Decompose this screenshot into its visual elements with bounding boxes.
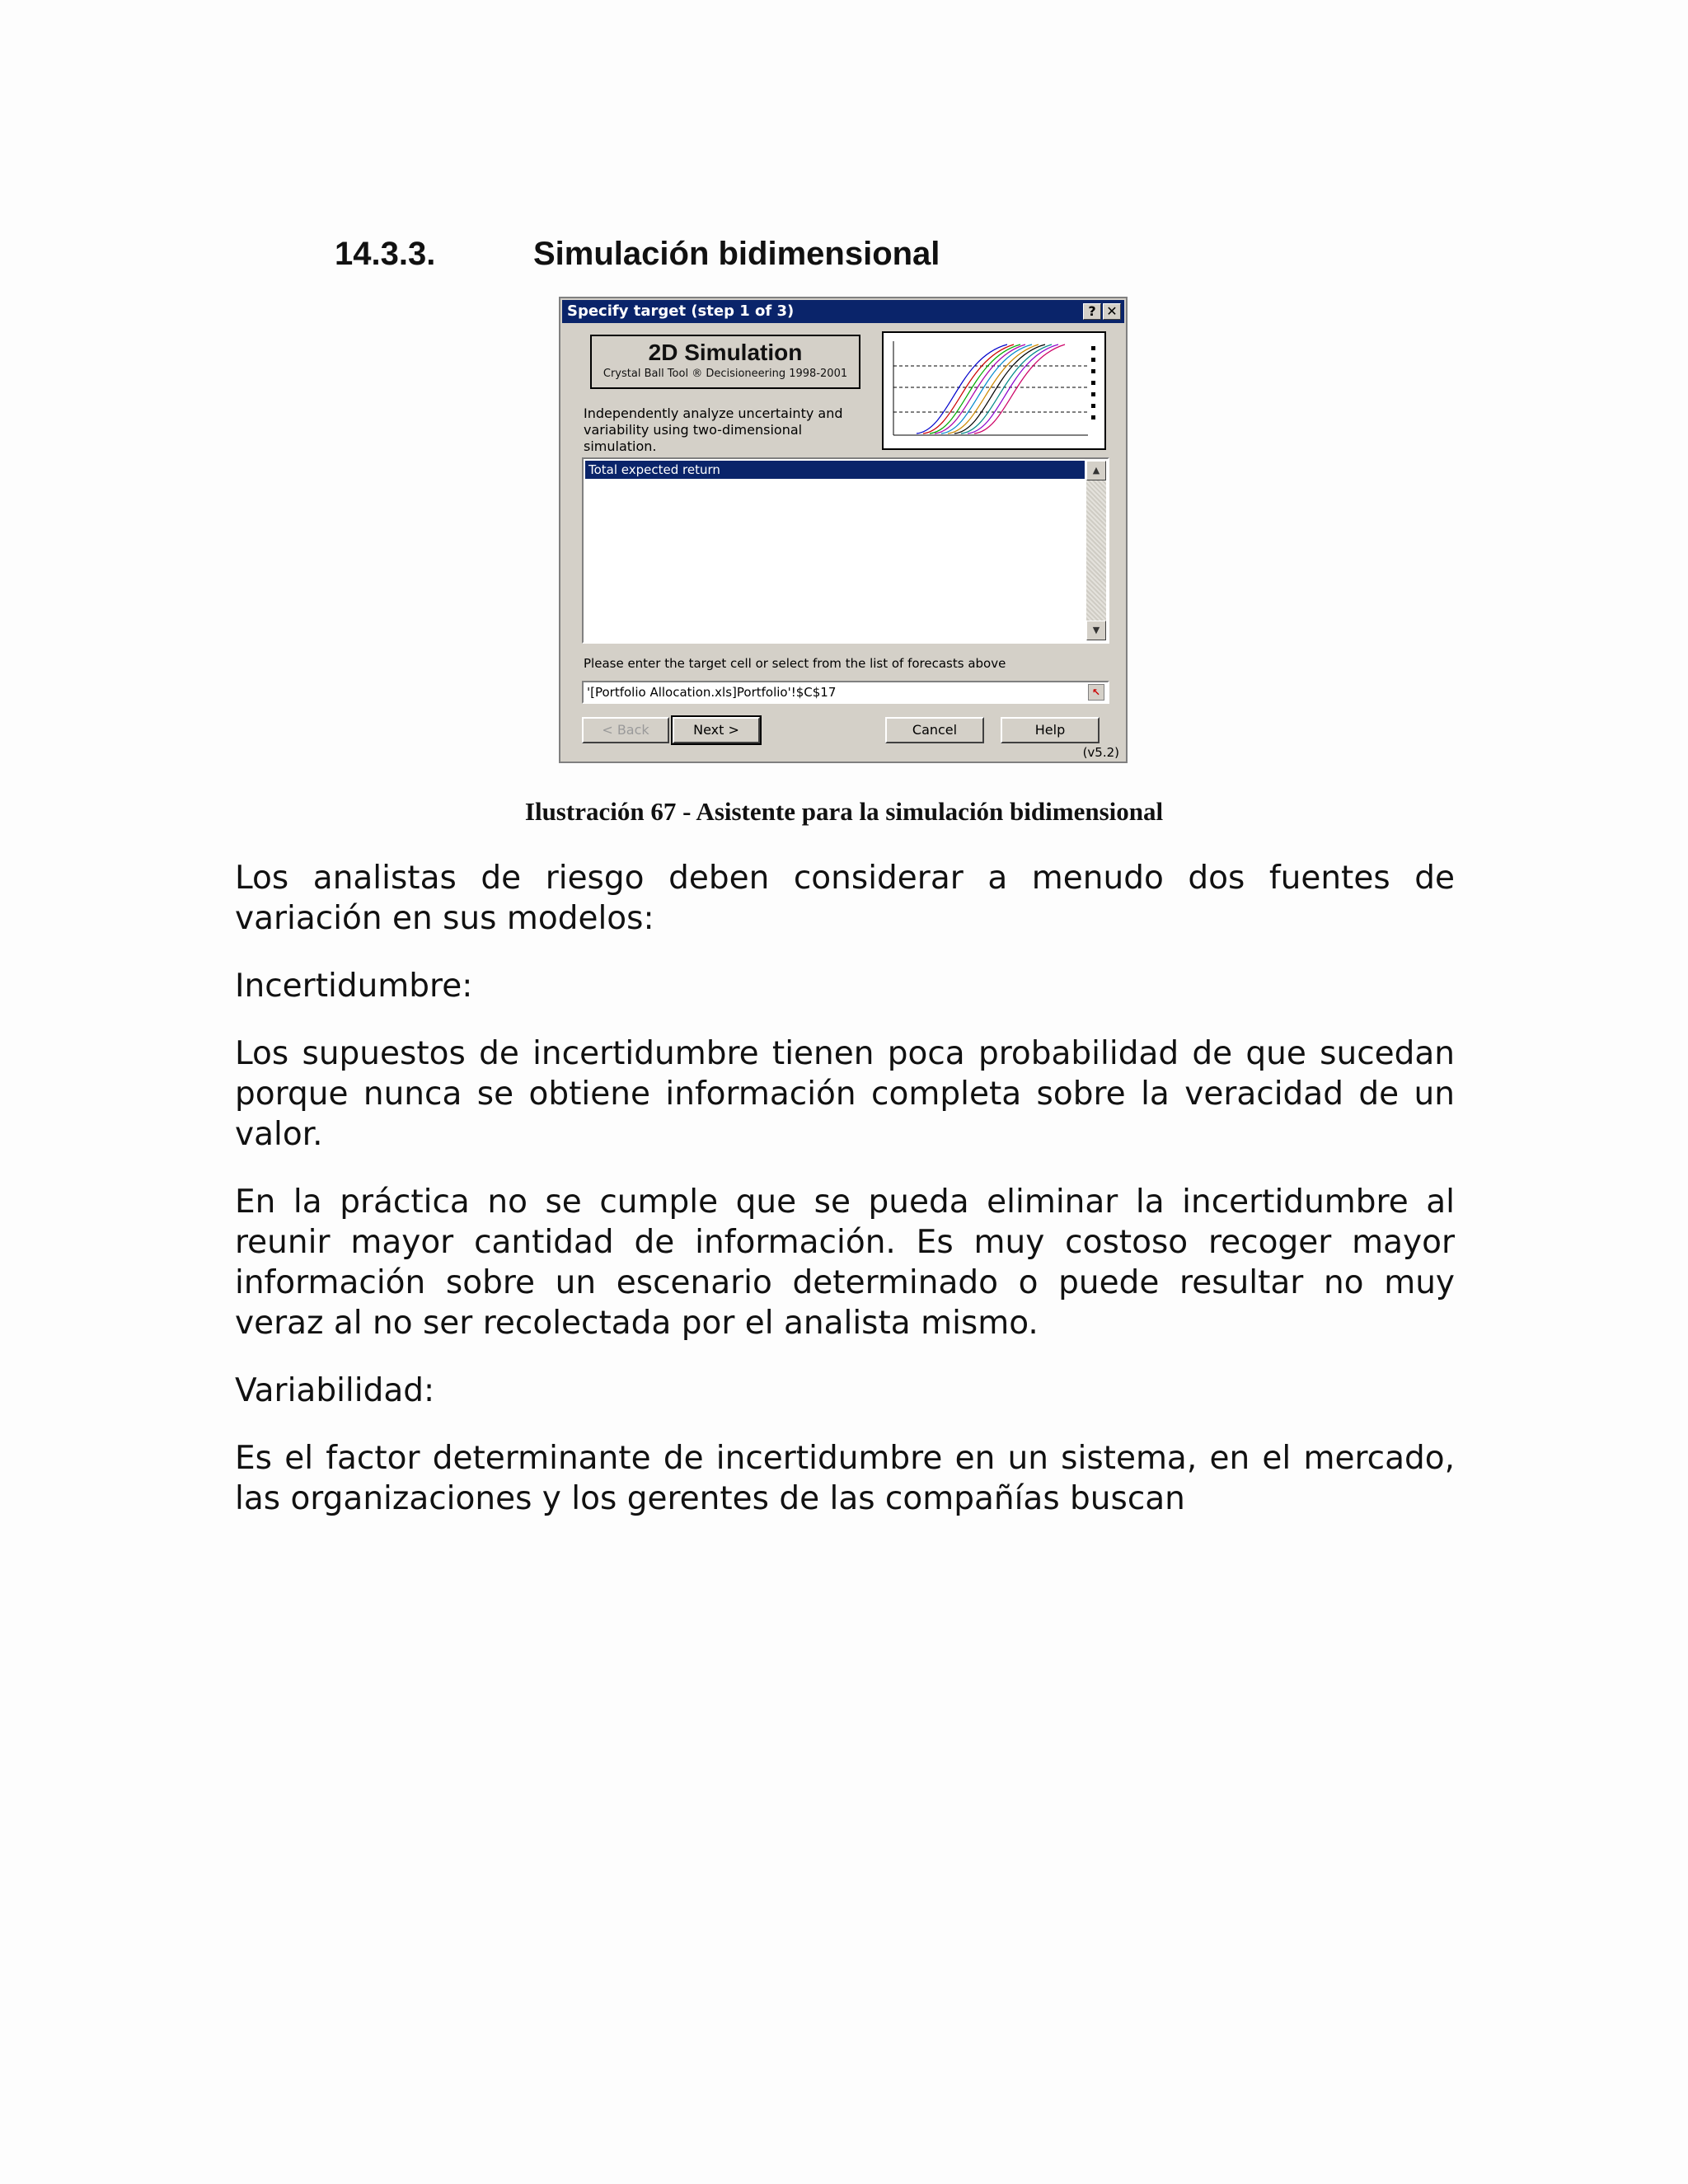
dialog-titlebar [562,300,1124,323]
help-icon[interactable]: ? [1083,303,1101,320]
tool-logo [590,335,860,389]
dialog-description: Independently analyze uncertainty and variability using two-dimensional simulation. [584,405,843,454]
section-title: Simulación bidimensional [533,236,940,272]
paragraph: Incertidumbre: [235,968,473,1005]
version-label: (v5.2) [1082,745,1119,760]
preview-chart-image [882,331,1106,450]
list-item[interactable]: Total expected return [585,461,1085,479]
next-button[interactable]: Next > [673,717,760,743]
paragraph: Variabilidad: [235,1372,435,1409]
figure-caption: Ilustración 67 - Asistente para la simulación bidimensional [524,797,1164,826]
scroll-down-icon[interactable]: ▼ [1086,621,1106,640]
scroll-up-icon[interactable]: ▲ [1086,461,1106,480]
paragraph: En la práctica no se cumple que se pueda eliminar la incertidumbre al reunir mayor cantidad de información. Es muy costoso recoger mayor información sobre un escenario determinado o puede resultar no muy veraz al no ser recolectada por el analista mismo. [235,1183,1455,1342]
logo-title: 2D Simulation [648,340,803,365]
help-button[interactable]: Help [1001,717,1100,743]
paragraph: Es el factor determinante de incertidumbre en un sistema, en el mercado, las organizaciones y los gerentes de las compañías buscan [235,1440,1455,1517]
paragraph: Los supuestos de incertidumbre tienen poca probabilidad de que sucedan porque nunca se obtiene información completa sobre la veracidad de un valor. [235,1035,1455,1153]
section-number: 14.3.3. [335,236,436,272]
forecast-list[interactable] [582,457,1109,644]
wizard-dialog [559,297,1128,763]
logo-subtitle: Crystal Ball Tool ® Decisioneering 1998-2001 [603,368,848,380]
back-button[interactable]: < Back [582,717,669,743]
target-prompt: Please enter the target cell or select from the list of forecasts above [584,656,1006,671]
target-cell-input[interactable] [582,681,1109,704]
cell-picker-icon[interactable]: ↖ [1088,684,1104,701]
cancel-button[interactable]: Cancel [885,717,984,743]
dialog-title: Specify target (step 1 of 3) [567,302,795,320]
paragraph: Los analistas de riesgo deben considerar a menudo dos fuentes de variación en sus modelos: [235,860,1455,937]
close-icon[interactable]: ✕ [1103,303,1121,320]
cdf-curves-image [884,333,1104,448]
list-scrollbar[interactable] [1086,461,1106,640]
target-cell-value: '[Portfolio Allocation.xls]Portfolio'!$C$17 [587,685,837,700]
